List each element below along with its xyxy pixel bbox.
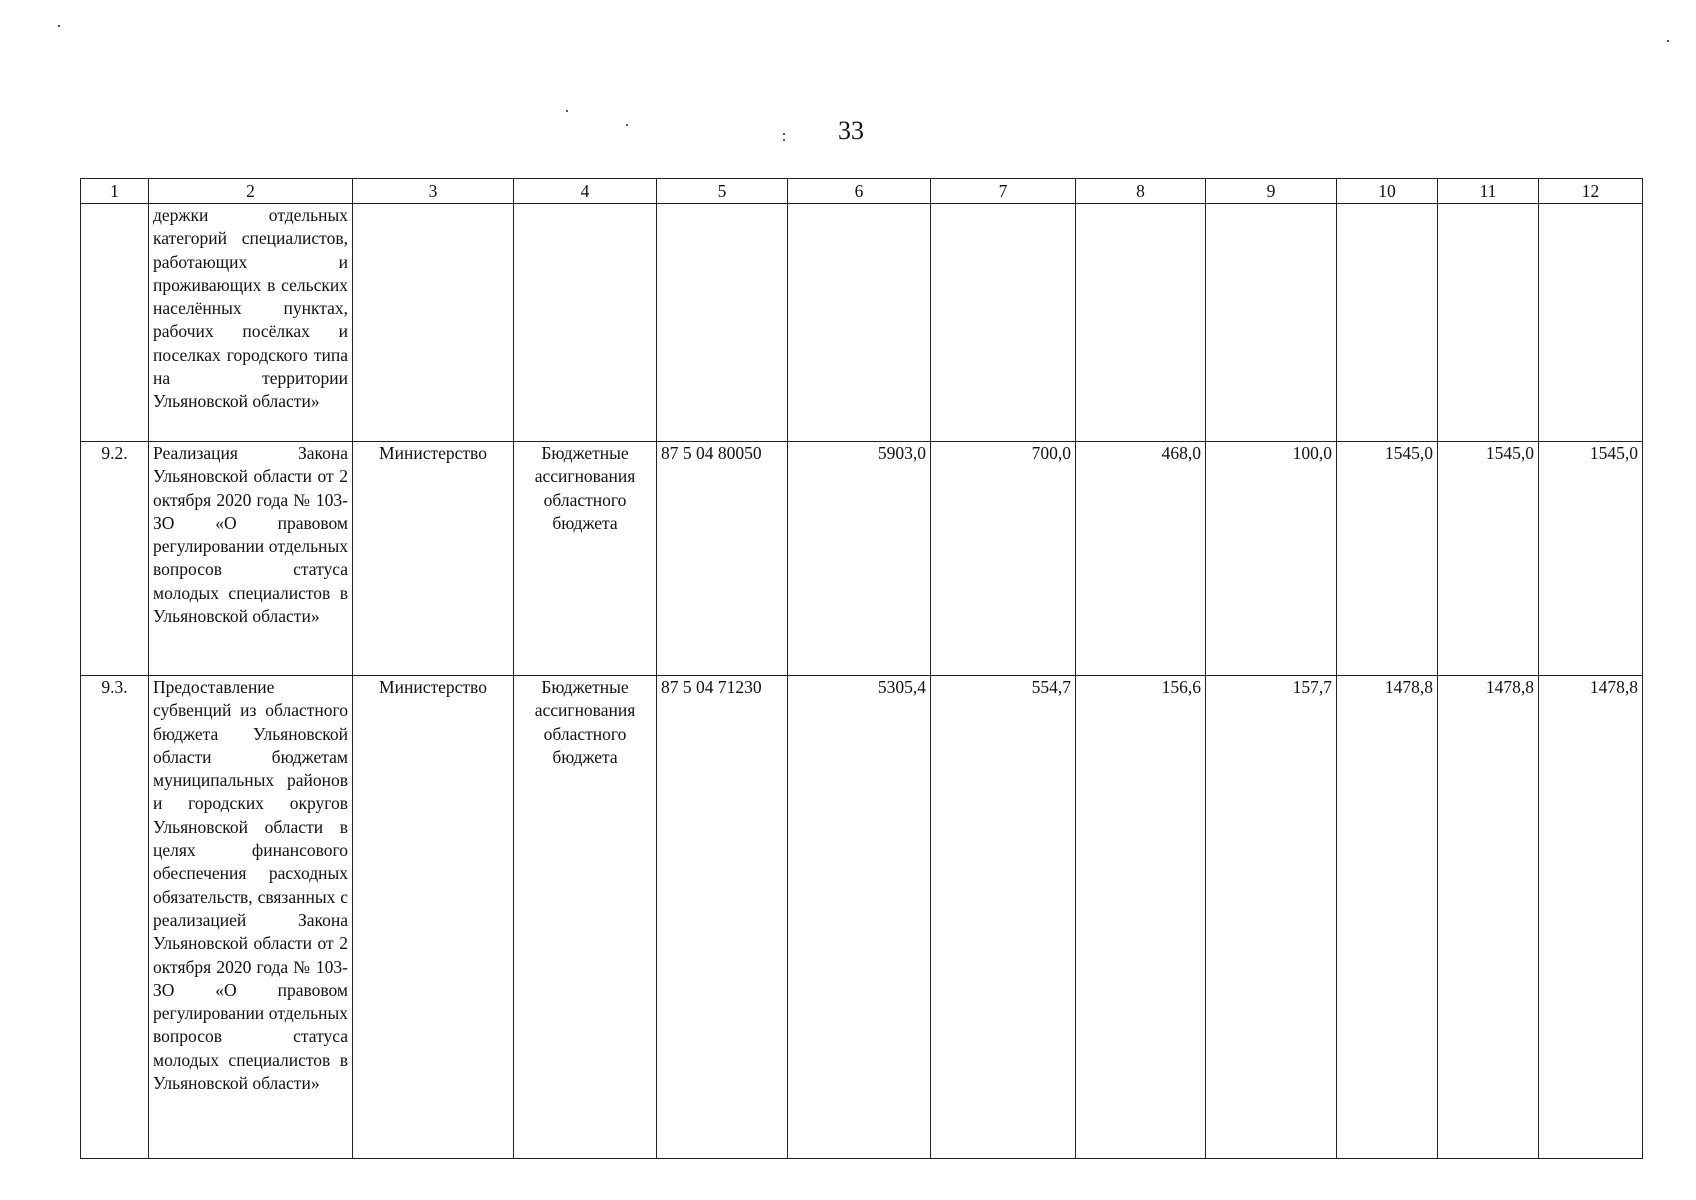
executor: Министерство [353,442,514,676]
measure-name: Предоставление субвенций из областного бюджета Ульяновской области бюджетам муниципальных районов и городских округов Ульяновской области в целях финансового обеспечения расходных обязательств, связанных с реализацией Закона Ульяновской области от 2 октября 2020 года № 103-ЗО «О правовом регулировании отдельных вопросов статуса молодых специалистов в Ульяновской области» [149,676,353,1159]
header-cell: 5 [657,179,788,204]
value-col-11: 1545,0 [1438,442,1539,676]
value-col-7 [931,204,1076,442]
row-number [81,204,149,442]
value-col-12: 1478,8 [1539,676,1643,1159]
value-col-10 [1337,204,1438,442]
budget-table [80,178,1643,1159]
value-col-10: 1478,8 [1337,676,1438,1159]
value-col-12: 1545,0 [1539,442,1643,676]
scan-speck [626,124,628,126]
scan-speck [1667,40,1669,42]
executor [353,204,514,442]
funding-source: Бюджетные ассигнования областного бюджета [514,442,657,676]
value-total [788,204,931,442]
header-cell: 1 [81,179,149,204]
header-cell: 10 [1337,179,1438,204]
value-total: 5305,4 [788,676,931,1159]
value-col-11 [1438,204,1539,442]
value-col-10: 1545,0 [1337,442,1438,676]
scan-speck [566,110,568,112]
header-cell: 6 [788,179,931,204]
header-cell: 2 [149,179,353,204]
scan-speck [783,139,785,141]
funding-source: Бюджетные ассигнования областного бюджета [514,676,657,1159]
header-cell: 9 [1206,179,1337,204]
header-cell: 12 [1539,179,1643,204]
value-col-11: 1478,8 [1438,676,1539,1159]
row-number: 9.2. [81,442,149,676]
header-cell: 11 [1438,179,1539,204]
scan-speck [783,133,785,135]
value-col-7: 554,7 [931,676,1076,1159]
budget-code: 87 5 04 71230 [657,676,788,1159]
table-row [81,204,1643,442]
value-col-8: 156,6 [1076,676,1206,1159]
table-row [81,676,1643,1159]
scan-speck [58,25,60,27]
measure-name: держки отдельных категорий специалистов, работающих и проживающих в сельских населённых пунктах, рабочих посёлках и поселках городского типа на территории Ульяновской области» [149,204,353,442]
header-cell: 7 [931,179,1076,204]
value-col-7: 700,0 [931,442,1076,676]
budget-code [657,204,788,442]
value-col-12 [1539,204,1643,442]
executor: Министерство [353,676,514,1159]
value-col-9: 157,7 [1206,676,1337,1159]
value-col-9 [1206,204,1337,442]
header-cell: 4 [514,179,657,204]
value-col-9: 100,0 [1206,442,1337,676]
measure-name: Реализация Закона Ульяновской области от 2 октября 2020 года № 103-ЗО «О правовом регулировании отдельных вопросов статуса молодых специалистов в Ульяновской области» [149,442,353,676]
value-col-8 [1076,204,1206,442]
value-total: 5903,0 [788,442,931,676]
value-col-8: 468,0 [1076,442,1206,676]
header-cell: 8 [1076,179,1206,204]
header-cell: 3 [353,179,514,204]
page-number: 33 [838,116,864,145]
row-number: 9.3. [81,676,149,1159]
table-row [81,442,1643,676]
table-header-row [81,179,1643,204]
budget-code: 87 5 04 80050 [657,442,788,676]
funding-source [514,204,657,442]
